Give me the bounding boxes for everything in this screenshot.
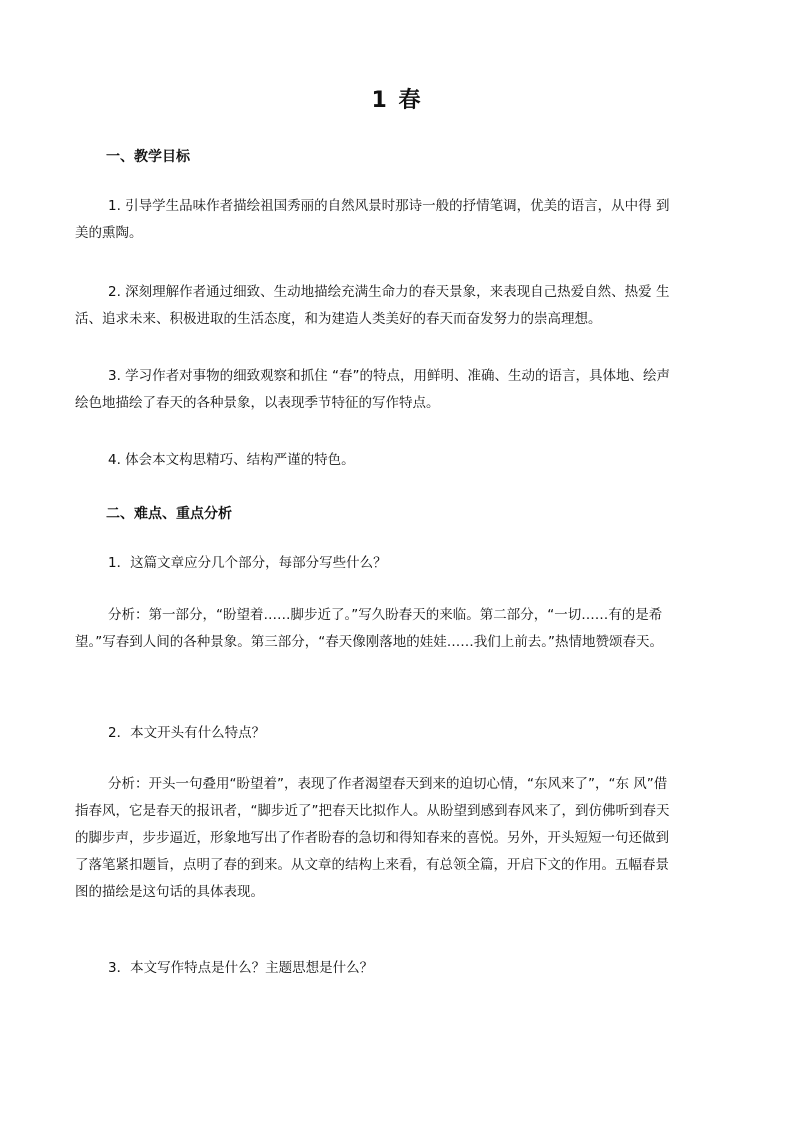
section-heading-analysis: 二、难点、重点分析: [106, 506, 232, 522]
objective-item-2: 2. 深刻理解作者通过细致、生动地描绘充满生命力的春天景象，来表现自己热爱自然、热爱 生活、追求未来、积极进取的生活态度，和为建造人类美好的春天而奋发努力的崇高理想。: [75, 284, 670, 327]
question-2: 2．本文开头有什么特点？: [108, 725, 266, 741]
answer-2: 分析：开头一句叠用“盼望着”，表现了作者渴望春天到来的迫切心情，“东风来了”，“东 风”借指春风，它是春天的报讯者，“脚步近了”把春天比拟作人。从盼望到感到春风来了，到仿佛听到春天的脚步声，步步逼近，形象地写出了作者盼春的急切和得知春来的喜悦。另外，开头短短一句还做到了落笔紧扣题旨，点明了春的到来。从文章的结构上来看，有总领全篇，开启下文的作用。五幅春景图的描绘是这句话的具体表现。: [75, 776, 670, 900]
page-title: 1 春: [371, 88, 423, 113]
question-3: 3．本文写作特点是什么？主题思想是什么？: [108, 960, 374, 976]
section-heading-objectives: 一、教学目标: [106, 149, 190, 165]
objective-item-4: 4. 体会本文构思精巧、结构严谨的特色。: [108, 452, 355, 468]
objective-item-3: 3. 学习作者对事物的细致观察和抓住 “春”的特点，用鲜明、准确、生动的语言，具体地、绘声绘色地描绘了春天的各种景象，以表现季节特征的写作特点。: [75, 368, 670, 411]
objective-item-1: 1. 引导学生品味作者描绘祖国秀丽的自然风景时那诗一般的抒情笔调，优美的语言，从中得 到美的熏陶。: [75, 198, 670, 241]
question-1: 1．这篇文章应分几个部分，每部分写些什么？: [108, 555, 387, 571]
answer-1: 分析：第一部分，“盼望着……脚步近了。”写久盼春天的来临。第二部分，“一切……有的是希望。”写春到人间的各种景象。第三部分，“春天像刚落地的娃娃……我们上前去。”热情地赞颂春天。: [75, 607, 663, 650]
